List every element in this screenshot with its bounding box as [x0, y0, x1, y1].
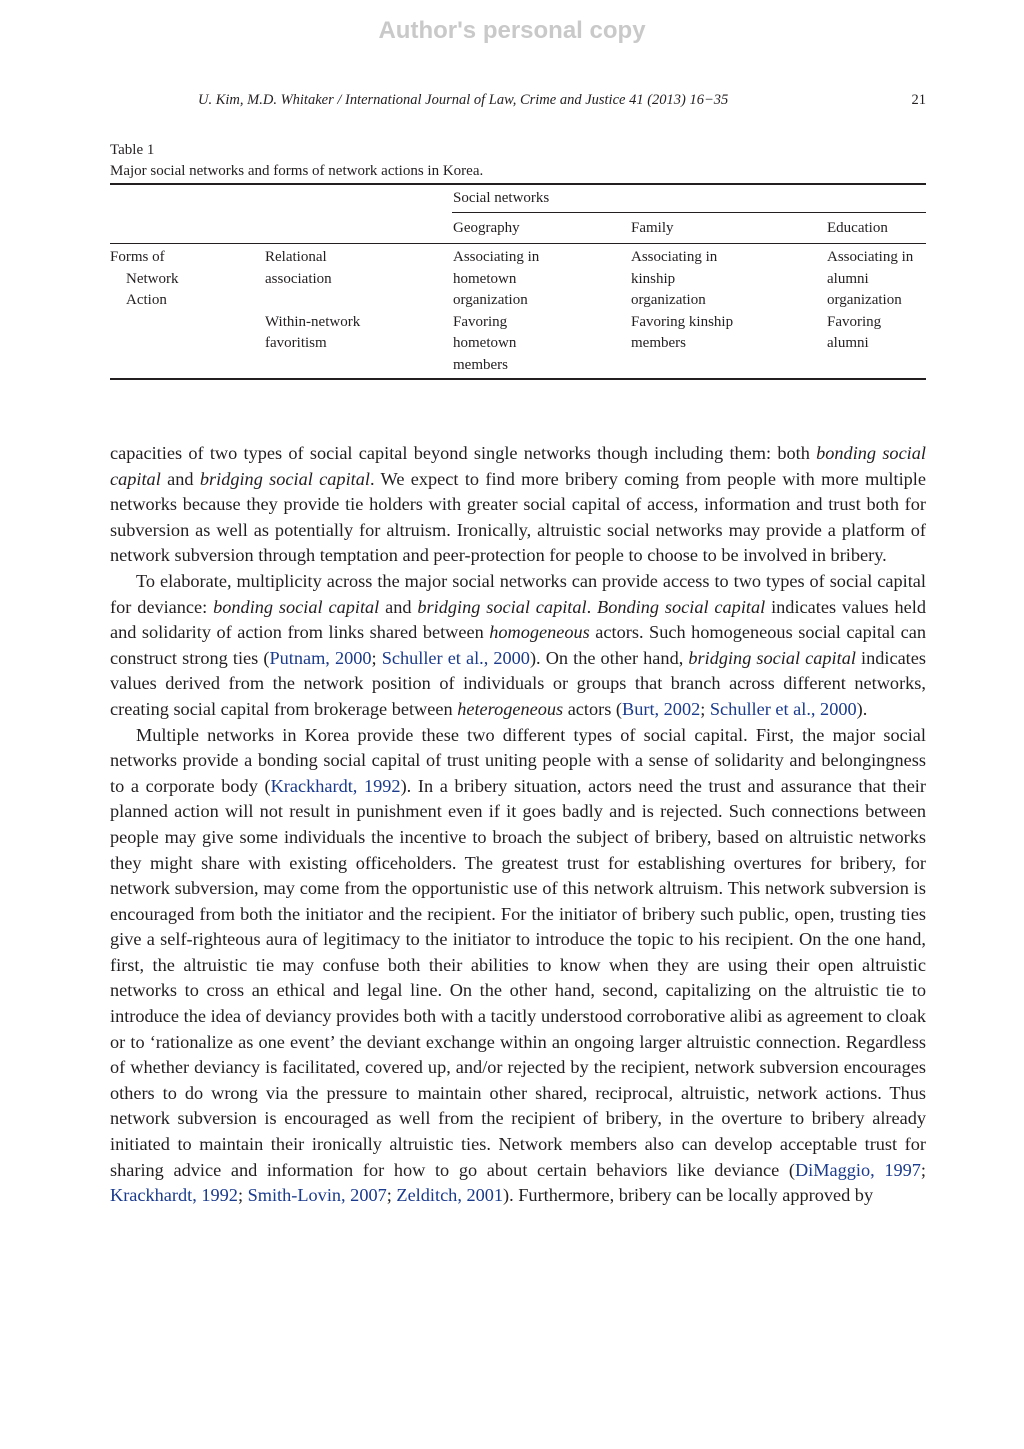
table-cell: Favoring kinship: [631, 313, 734, 330]
citation-link[interactable]: Zelditch, 2001: [396, 1185, 504, 1206]
column-header-family: Family: [631, 220, 674, 236]
table-label: Table 1: [110, 142, 155, 158]
table-cell: kinship: [631, 270, 676, 287]
table-cell: Favoring: [827, 313, 882, 330]
table-group-rule: [452, 212, 926, 213]
citation-link[interactable]: DiMaggio, 1997: [794, 1159, 921, 1180]
paragraph: To elaborate, multiplicity across the major social networks can provide access to two types of social capital for deviance: bonding social capital and bridging social capital. Bonding social capital indicates values held and solidarity of action from links shared between homogeneous actors. Such homogeneous social capital can construct strong ties (Putnam, 2000; Schuller et al., 2000). On the other hand, bridging social capital indicates values derived from the network position of individuals or groups that branch across different networks, creating social capital from brokerage between heterogeneous actors (Burt, 2002; Schuller et al., 2000).: [110, 570, 926, 719]
table-cell: Associating in: [827, 249, 914, 265]
column-header-education: Education: [827, 220, 888, 236]
citation-link[interactable]: Smith-Lovin, 2007: [247, 1185, 387, 1206]
page-number: 21: [911, 92, 926, 108]
row-header-line: Network: [126, 270, 179, 287]
table-top-rule: [110, 183, 926, 185]
table-cell: Associating in: [631, 249, 718, 265]
table-cell: alumni: [827, 335, 869, 351]
column-header-geography: Geography: [453, 220, 520, 236]
citation-link[interactable]: Burt, 2002: [622, 698, 701, 719]
table-group-header: Social networks: [453, 190, 550, 206]
table-cell: hometown: [453, 270, 517, 287]
table-cell: alumni: [827, 270, 869, 287]
citation-link[interactable]: Krackhardt, 1992: [270, 775, 401, 796]
table-cell: Favoring: [453, 313, 508, 330]
row-header-line: Forms of: [110, 249, 165, 265]
row-label: favoritism: [265, 335, 327, 351]
table-cell: members: [453, 356, 508, 373]
table-cell: members: [631, 335, 686, 351]
row-label: Within-network: [265, 313, 361, 330]
citation-link[interactable]: Schuller et al., 2000: [709, 698, 857, 719]
table-header-rule: [110, 243, 926, 244]
table-cell: organization: [453, 292, 528, 308]
table-cell: organization: [631, 292, 706, 308]
table-cell: hometown: [453, 335, 517, 351]
paragraph: capacities of two types of social capital beyond single networks though including them: both bonding social capital and bridging social capital. We expect to find more bribery coming from people with more multiple networks because they provide tie holders with greater social capital of access, information and trust both for subversion as well as potentially for altruism. Ironically, altruistic social networks may provide a platform of network subversion through temptation and peer-protection for people to choose to be involved in bribery.: [110, 443, 926, 566]
table-caption: Major social networks and forms of network actions in Korea.: [110, 163, 484, 179]
citation-link[interactable]: Putnam, 2000: [269, 647, 372, 668]
citation-link[interactable]: Krackhardt, 1992: [110, 1185, 238, 1206]
table-cell: organization: [827, 292, 902, 308]
row-header-line: Action: [126, 292, 167, 308]
row-label: association: [265, 270, 332, 287]
table-bottom-rule: [110, 378, 926, 380]
table-1: [110, 140, 926, 373]
watermark: Author's personal copy: [378, 17, 646, 44]
journal-citation: U. Kim, M.D. Whitaker / International Journal of Law, Crime and Justice 41 (2013) 16−35: [198, 92, 729, 108]
citation-link[interactable]: Schuller et al., 2000: [381, 647, 530, 668]
row-label: Relational: [265, 249, 327, 265]
body-text: [110, 441, 926, 1209]
table-cell: Associating in: [453, 249, 540, 265]
paragraph: Multiple networks in Korea provide these two different types of social capital. First, the major social networks provide a bonding social capital of trust uniting people with a sense of solidarity and belongingness to a corporate body (Krackhardt, 1992). In a bribery situation, actors need the trust and assurance that their planned action will not result in punishment even if it goes badly and is rejected. Such connections between people may give some individuals the incentive to broach the subject of bribery, based on altruistic networks they might share with existing officeholders. The greatest trust for establishing overtures for bribery, for network subversion, may come from the opportunistic use of this network altruism. This network subversion is encouraged from both the initiator and the recipient. For the initiator of bribery such public, open, trusting ties give a self-righteous aura of legitimacy to the initiator to introduce the topic to his recipient. On the one hand, first, the altruistic tie may confuse both their abilities to know when they are using their open altruistic networks to cross an ethical and legal line. On the other hand, second, capitalizing on the altruistic tie to introduce the idea of deviancy provides both with a tacitly understood corroborative alibi as agreement to cloak or to ‘rationalize as one event’ the deviant exchange within an ongoing larger altruistic connection. Regardless of whether deviancy is facilitated, covered up, and/or rejected by the recipient, network subversion encourages others to do wrong via the pressure to maintain other shared, reciprocal, altruistic, network actions. Thus network subversion is encouraged as well from the recipient of bribery, in the overture to bribery already initiated to maintain their ironically altruistic ties. Network members also can develop acceptable trust for sharing advice and information for how to go about certain behaviors like deviance (DiMaggio, 1997; Krackhardt, 1992; Smith-Lovin, 2007; Zelditch, 2001). Furthermore, bribery can be locally approved by: [110, 724, 926, 1206]
